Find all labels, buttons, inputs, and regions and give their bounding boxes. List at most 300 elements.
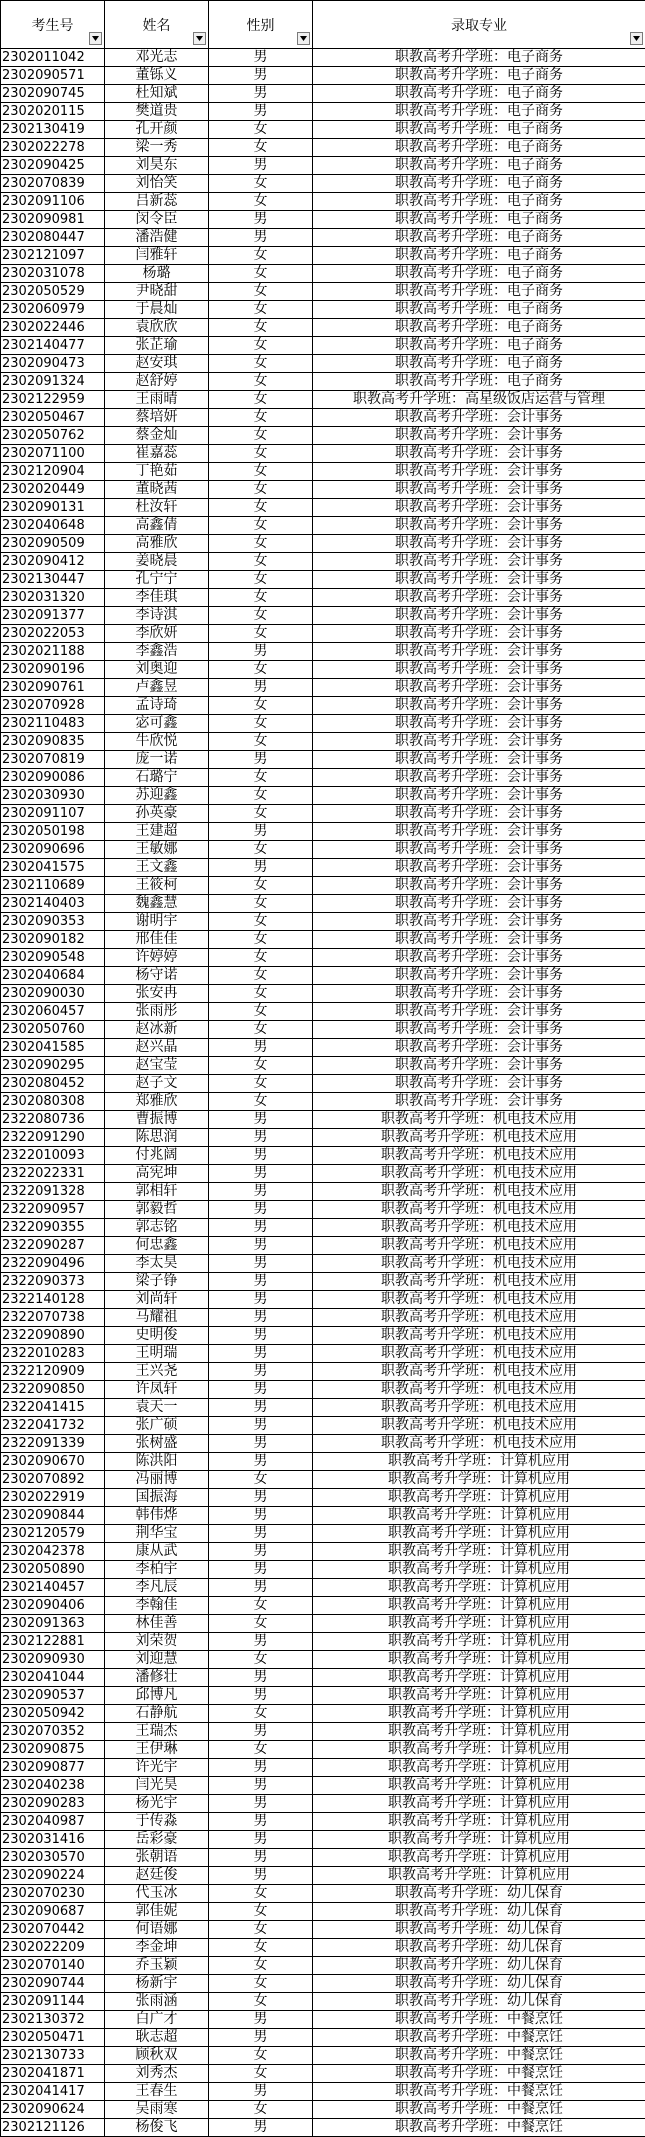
cell-gender[interactable]: 女 [209, 2047, 313, 2065]
cell-name[interactable]: 杨守诺 [105, 967, 209, 985]
cell-gender[interactable]: 女 [209, 373, 313, 391]
cell-candidate-id[interactable]: 2302020449 [1, 481, 105, 499]
cell-major[interactable]: 职教高考升学班：幼儿保育 [313, 1939, 645, 1957]
cell-major[interactable]: 职教高考升学班：机电技术应用 [313, 1291, 645, 1309]
cell-major[interactable]: 职教高考升学班：会计事务 [313, 517, 645, 535]
cell-gender[interactable]: 女 [209, 175, 313, 193]
cell-major[interactable]: 职教高考升学班：会计事务 [313, 481, 645, 499]
cell-name[interactable]: 郑雅欣 [105, 1093, 209, 1111]
cell-candidate-id[interactable]: 2302130447 [1, 571, 105, 589]
cell-name[interactable]: 赵冰新 [105, 1021, 209, 1039]
cell-name[interactable]: 孙英豪 [105, 805, 209, 823]
cell-name[interactable]: 刘迎慧 [105, 1651, 209, 1669]
cell-gender[interactable]: 女 [209, 391, 313, 409]
cell-candidate-id[interactable]: 2302041585 [1, 1039, 105, 1057]
cell-major[interactable]: 职教高考升学班：会计事务 [313, 1075, 645, 1093]
cell-name[interactable]: 陈思润 [105, 1129, 209, 1147]
cell-candidate-id[interactable]: 2302090425 [1, 157, 105, 175]
cell-name[interactable]: 孔开颜 [105, 121, 209, 139]
cell-candidate-id[interactable]: 2302140457 [1, 1579, 105, 1597]
cell-major[interactable]: 职教高考升学班：计算机应用 [313, 1579, 645, 1597]
cell-gender[interactable]: 女 [209, 715, 313, 733]
cell-name[interactable]: 刘奥迎 [105, 661, 209, 679]
cell-candidate-id[interactable]: 2302050760 [1, 1021, 105, 1039]
cell-name[interactable]: 刘荣贺 [105, 1633, 209, 1651]
cell-name[interactable]: 董晓茜 [105, 481, 209, 499]
cell-gender[interactable]: 女 [209, 1021, 313, 1039]
cell-name[interactable]: 王雨晴 [105, 391, 209, 409]
cell-major[interactable]: 职教高考升学班：会计事务 [313, 823, 645, 841]
cell-name[interactable]: 丁艳茹 [105, 463, 209, 481]
cell-major[interactable]: 职教高考升学班：计算机应用 [313, 1777, 645, 1795]
cell-gender[interactable]: 女 [209, 535, 313, 553]
cell-major[interactable]: 职教高考升学班：中餐烹饪 [313, 2029, 645, 2047]
cell-major[interactable]: 职教高考升学班：会计事务 [313, 553, 645, 571]
cell-major[interactable]: 职教高考升学班：会计事务 [313, 949, 645, 967]
cell-candidate-id[interactable]: 2302040648 [1, 517, 105, 535]
cell-major[interactable]: 职教高考升学班：会计事务 [313, 895, 645, 913]
cell-name[interactable]: 石璐宁 [105, 769, 209, 787]
cell-gender[interactable]: 男 [209, 1435, 313, 1453]
cell-major[interactable]: 职教高考升学班：会计事务 [313, 679, 645, 697]
cell-candidate-id[interactable]: 2322022331 [1, 1165, 105, 1183]
cell-major[interactable]: 职教高考升学班：会计事务 [313, 409, 645, 427]
filter-dropdown-button[interactable] [630, 32, 643, 45]
cell-gender[interactable]: 男 [209, 1777, 313, 1795]
cell-candidate-id[interactable]: 2302040684 [1, 967, 105, 985]
cell-candidate-id[interactable]: 2322070738 [1, 1309, 105, 1327]
cell-name[interactable]: 崔嘉蕊 [105, 445, 209, 463]
cell-candidate-id[interactable]: 2302122959 [1, 391, 105, 409]
cell-gender[interactable]: 男 [209, 751, 313, 769]
cell-candidate-id[interactable]: 2302090283 [1, 1795, 105, 1813]
cell-major[interactable]: 职教高考升学班：会计事务 [313, 751, 645, 769]
cell-name[interactable]: 王筱柯 [105, 877, 209, 895]
cell-candidate-id[interactable]: 2302091107 [1, 805, 105, 823]
cell-name[interactable]: 陈洪阳 [105, 1453, 209, 1471]
cell-major[interactable]: 职教高考升学班：会计事务 [313, 463, 645, 481]
cell-major[interactable]: 职教高考升学班：电子商务 [313, 373, 645, 391]
cell-gender[interactable]: 男 [209, 1849, 313, 1867]
cell-name[interactable]: 王敏娜 [105, 841, 209, 859]
cell-candidate-id[interactable]: 2302070819 [1, 751, 105, 769]
cell-candidate-id[interactable]: 2302122881 [1, 1633, 105, 1651]
cell-name[interactable]: 冯丽博 [105, 1471, 209, 1489]
cell-candidate-id[interactable]: 2302091363 [1, 1615, 105, 1633]
cell-major[interactable]: 职教高考升学班：会计事务 [313, 1093, 645, 1111]
cell-name[interactable]: 郭佳妮 [105, 1903, 209, 1921]
cell-name[interactable]: 杜知斌 [105, 85, 209, 103]
cell-gender[interactable]: 女 [209, 499, 313, 517]
cell-candidate-id[interactable]: 2302071100 [1, 445, 105, 463]
cell-gender[interactable]: 女 [209, 319, 313, 337]
cell-major[interactable]: 职教高考升学班：中餐烹饪 [313, 2011, 645, 2029]
cell-name[interactable]: 顾秋双 [105, 2047, 209, 2065]
cell-candidate-id[interactable]: 2302091377 [1, 607, 105, 625]
cell-major[interactable]: 职教高考升学班：会计事务 [313, 445, 645, 463]
cell-gender[interactable]: 男 [209, 1525, 313, 1543]
cell-candidate-id[interactable]: 2322090890 [1, 1327, 105, 1345]
filter-dropdown-button[interactable] [89, 32, 102, 45]
cell-gender[interactable]: 男 [209, 1453, 313, 1471]
cell-candidate-id[interactable]: 2322091328 [1, 1183, 105, 1201]
cell-gender[interactable]: 女 [209, 805, 313, 823]
cell-gender[interactable]: 女 [209, 1921, 313, 1939]
cell-candidate-id[interactable]: 2302041417 [1, 2083, 105, 2101]
cell-gender[interactable]: 女 [209, 625, 313, 643]
cell-candidate-id[interactable]: 2302090624 [1, 2101, 105, 2119]
cell-gender[interactable]: 女 [209, 877, 313, 895]
cell-major[interactable]: 职教高考升学班：会计事务 [313, 877, 645, 895]
cell-candidate-id[interactable]: 2302090761 [1, 679, 105, 697]
cell-major[interactable]: 职教高考升学班：会计事务 [313, 499, 645, 517]
cell-major[interactable]: 职教高考升学班：电子商务 [313, 49, 645, 67]
cell-candidate-id[interactable]: 2302050467 [1, 409, 105, 427]
cell-candidate-id[interactable]: 2322091339 [1, 1435, 105, 1453]
cell-major[interactable]: 职教高考升学班：计算机应用 [313, 1795, 645, 1813]
filter-dropdown-button[interactable] [297, 32, 310, 45]
cell-major[interactable]: 职教高考升学班：计算机应用 [313, 1831, 645, 1849]
cell-gender[interactable]: 男 [209, 1255, 313, 1273]
cell-name[interactable]: 王明瑞 [105, 1345, 209, 1363]
cell-gender[interactable]: 男 [209, 1273, 313, 1291]
cell-candidate-id[interactable]: 2302121097 [1, 247, 105, 265]
cell-major[interactable]: 职教高考升学班：会计事务 [313, 535, 645, 553]
cell-major[interactable]: 职教高考升学班：会计事务 [313, 859, 645, 877]
cell-gender[interactable]: 男 [209, 1039, 313, 1057]
cell-major[interactable]: 职教高考升学班：机电技术应用 [313, 1417, 645, 1435]
cell-major[interactable]: 职教高考升学班：计算机应用 [313, 1525, 645, 1543]
cell-name[interactable]: 王兴尧 [105, 1363, 209, 1381]
cell-gender[interactable]: 女 [209, 769, 313, 787]
cell-name[interactable]: 赵宝莹 [105, 1057, 209, 1075]
cell-candidate-id[interactable]: 2302022209 [1, 1939, 105, 1957]
cell-name[interactable]: 邢佳佳 [105, 931, 209, 949]
cell-gender[interactable]: 女 [209, 301, 313, 319]
cell-name[interactable]: 梁子铮 [105, 1273, 209, 1291]
cell-major[interactable]: 职教高考升学班：电子商务 [313, 211, 645, 229]
cell-major[interactable]: 职教高考升学班：会计事务 [313, 661, 645, 679]
cell-candidate-id[interactable]: 2302050942 [1, 1705, 105, 1723]
cell-candidate-id[interactable]: 2302031320 [1, 589, 105, 607]
cell-name[interactable]: 史明俊 [105, 1327, 209, 1345]
cell-name[interactable]: 康从武 [105, 1543, 209, 1561]
cell-major[interactable]: 职教高考升学班：计算机应用 [313, 1489, 645, 1507]
cell-candidate-id[interactable]: 2302090295 [1, 1057, 105, 1075]
cell-name[interactable]: 李柏宇 [105, 1561, 209, 1579]
cell-candidate-id[interactable]: 2302030570 [1, 1849, 105, 1867]
cell-candidate-id[interactable]: 2302090196 [1, 661, 105, 679]
cell-gender[interactable]: 女 [209, 697, 313, 715]
cell-candidate-id[interactable]: 2302022278 [1, 139, 105, 157]
cell-name[interactable]: 蔡培妍 [105, 409, 209, 427]
cell-gender[interactable]: 女 [209, 787, 313, 805]
cell-gender[interactable]: 男 [209, 2011, 313, 2029]
cell-major[interactable]: 职教高考升学班：会计事务 [313, 625, 645, 643]
cell-gender[interactable]: 男 [209, 1723, 313, 1741]
cell-name[interactable]: 袁欣欣 [105, 319, 209, 337]
cell-name[interactable]: 杨俊飞 [105, 2119, 209, 2137]
cell-name[interactable]: 赵子文 [105, 1075, 209, 1093]
cell-gender[interactable]: 女 [209, 985, 313, 1003]
cell-gender[interactable]: 女 [209, 265, 313, 283]
cell-candidate-id[interactable]: 2302090030 [1, 985, 105, 1003]
cell-name[interactable]: 邱博凡 [105, 1687, 209, 1705]
cell-gender[interactable]: 男 [209, 1561, 313, 1579]
cell-gender[interactable]: 女 [209, 283, 313, 301]
cell-name[interactable]: 杨新宇 [105, 1975, 209, 1993]
cell-candidate-id[interactable]: 2302020115 [1, 103, 105, 121]
cell-gender[interactable]: 男 [209, 1687, 313, 1705]
cell-major[interactable]: 职教高考升学班：电子商务 [313, 85, 645, 103]
cell-name[interactable]: 郭志铭 [105, 1219, 209, 1237]
cell-major[interactable]: 职教高考升学班：幼儿保育 [313, 1885, 645, 1903]
cell-major[interactable]: 职教高考升学班：计算机应用 [313, 1561, 645, 1579]
cell-gender[interactable]: 男 [209, 859, 313, 877]
cell-candidate-id[interactable]: 2322041415 [1, 1399, 105, 1417]
cell-gender[interactable]: 男 [209, 2083, 313, 2101]
cell-gender[interactable]: 男 [209, 1579, 313, 1597]
cell-candidate-id[interactable]: 2322080736 [1, 1111, 105, 1129]
cell-major[interactable]: 职教高考升学班：幼儿保育 [313, 1903, 645, 1921]
cell-candidate-id[interactable]: 2302090548 [1, 949, 105, 967]
cell-name[interactable]: 代玉冰 [105, 1885, 209, 1903]
cell-major[interactable]: 职教高考升学班：会计事务 [313, 787, 645, 805]
cell-gender[interactable]: 男 [209, 1345, 313, 1363]
cell-candidate-id[interactable]: 2302130733 [1, 2047, 105, 2065]
cell-name[interactable]: 林佳善 [105, 1615, 209, 1633]
cell-major[interactable]: 职教高考升学班：会计事务 [313, 1057, 645, 1075]
cell-candidate-id[interactable]: 2302040238 [1, 1777, 105, 1795]
cell-name[interactable]: 许婷婷 [105, 949, 209, 967]
cell-candidate-id[interactable]: 2302022919 [1, 1489, 105, 1507]
cell-name[interactable]: 赵廷俊 [105, 1867, 209, 1885]
cell-candidate-id[interactable]: 2322090287 [1, 1237, 105, 1255]
cell-gender[interactable]: 女 [209, 1615, 313, 1633]
cell-major[interactable]: 职教高考升学班：计算机应用 [313, 1813, 645, 1831]
cell-gender[interactable]: 女 [209, 1957, 313, 1975]
cell-name[interactable]: 李欣妍 [105, 625, 209, 643]
cell-name[interactable]: 梁一秀 [105, 139, 209, 157]
cell-major[interactable]: 职教高考升学班：电子商务 [313, 67, 645, 85]
cell-gender[interactable]: 男 [209, 157, 313, 175]
cell-name[interactable]: 付兆阔 [105, 1147, 209, 1165]
cell-major[interactable]: 职教高考升学班：电子商务 [313, 157, 645, 175]
cell-gender[interactable]: 男 [209, 1201, 313, 1219]
cell-name[interactable]: 潘修壮 [105, 1669, 209, 1687]
cell-candidate-id[interactable]: 2302090835 [1, 733, 105, 751]
cell-gender[interactable]: 男 [209, 211, 313, 229]
cell-candidate-id[interactable]: 2302031078 [1, 265, 105, 283]
cell-major[interactable]: 职教高考升学班：电子商务 [313, 301, 645, 319]
cell-gender[interactable]: 女 [209, 463, 313, 481]
cell-gender[interactable]: 女 [209, 949, 313, 967]
cell-gender[interactable]: 男 [209, 1813, 313, 1831]
cell-major[interactable]: 职教高考升学班：电子商务 [313, 193, 645, 211]
cell-major[interactable]: 职教高考升学班：会计事务 [313, 733, 645, 751]
cell-gender[interactable]: 男 [209, 1831, 313, 1849]
cell-candidate-id[interactable]: 2302121126 [1, 2119, 105, 2137]
cell-candidate-id[interactable]: 2302091324 [1, 373, 105, 391]
cell-candidate-id[interactable]: 2302090875 [1, 1741, 105, 1759]
cell-name[interactable]: 李佳琪 [105, 589, 209, 607]
cell-candidate-id[interactable]: 2302050762 [1, 427, 105, 445]
cell-candidate-id[interactable]: 2322120909 [1, 1363, 105, 1381]
cell-gender[interactable]: 男 [209, 1759, 313, 1777]
cell-gender[interactable]: 女 [209, 121, 313, 139]
cell-major[interactable]: 职教高考升学班：会计事务 [313, 805, 645, 823]
cell-major[interactable]: 职教高考升学班：会计事务 [313, 571, 645, 589]
cell-name[interactable]: 樊道贵 [105, 103, 209, 121]
cell-candidate-id[interactable]: 2302090981 [1, 211, 105, 229]
cell-major[interactable]: 职教高考升学班：中餐烹饪 [313, 2065, 645, 2083]
cell-gender[interactable]: 女 [209, 1075, 313, 1093]
cell-major[interactable]: 职教高考升学班：计算机应用 [313, 1543, 645, 1561]
cell-name[interactable]: 石静航 [105, 1705, 209, 1723]
cell-name[interactable]: 张安冉 [105, 985, 209, 1003]
cell-major[interactable]: 职教高考升学班：机电技术应用 [313, 1165, 645, 1183]
cell-candidate-id[interactable]: 2302090224 [1, 1867, 105, 1885]
cell-name[interactable]: 谢明宇 [105, 913, 209, 931]
cell-gender[interactable]: 女 [209, 913, 313, 931]
cell-candidate-id[interactable]: 2302021188 [1, 643, 105, 661]
cell-major[interactable]: 职教高考升学班：机电技术应用 [313, 1255, 645, 1273]
cell-name[interactable]: 张树盛 [105, 1435, 209, 1453]
cell-candidate-id[interactable]: 2302070352 [1, 1723, 105, 1741]
cell-name[interactable]: 魏鑫慧 [105, 895, 209, 913]
cell-candidate-id[interactable]: 2302031416 [1, 1831, 105, 1849]
cell-name[interactable]: 李诗淇 [105, 607, 209, 625]
cell-name[interactable]: 吴雨寒 [105, 2101, 209, 2119]
cell-gender[interactable]: 男 [209, 1309, 313, 1327]
cell-major[interactable]: 职教高考升学班：计算机应用 [313, 1687, 645, 1705]
cell-major[interactable]: 职教高考升学班：计算机应用 [313, 1759, 645, 1777]
cell-name[interactable]: 吕新蕊 [105, 193, 209, 211]
cell-gender[interactable]: 男 [209, 1507, 313, 1525]
cell-gender[interactable]: 男 [209, 49, 313, 67]
cell-candidate-id[interactable]: 2322090496 [1, 1255, 105, 1273]
cell-major[interactable]: 职教高考升学班：计算机应用 [313, 1633, 645, 1651]
cell-gender[interactable]: 男 [209, 1327, 313, 1345]
cell-name[interactable]: 于传淼 [105, 1813, 209, 1831]
cell-candidate-id[interactable]: 2302090696 [1, 841, 105, 859]
cell-name[interactable]: 闫雅轩 [105, 247, 209, 265]
cell-gender[interactable]: 男 [209, 1543, 313, 1561]
cell-candidate-id[interactable]: 2302060457 [1, 1003, 105, 1021]
cell-major[interactable]: 职教高考升学班：会计事务 [313, 427, 645, 445]
cell-gender[interactable]: 男 [209, 1111, 313, 1129]
cell-candidate-id[interactable]: 2322090355 [1, 1219, 105, 1237]
filter-dropdown-button[interactable] [193, 32, 206, 45]
cell-gender[interactable]: 女 [209, 337, 313, 355]
cell-major[interactable]: 职教高考升学班：计算机应用 [313, 1471, 645, 1489]
cell-candidate-id[interactable]: 2302090353 [1, 913, 105, 931]
cell-candidate-id[interactable]: 2302090670 [1, 1453, 105, 1471]
cell-candidate-id[interactable]: 2302090412 [1, 553, 105, 571]
cell-gender[interactable]: 女 [209, 1471, 313, 1489]
cell-name[interactable]: 刘昊东 [105, 157, 209, 175]
cell-name[interactable]: 李太昊 [105, 1255, 209, 1273]
cell-major[interactable]: 职教高考升学班：会计事务 [313, 967, 645, 985]
cell-candidate-id[interactable]: 2302050198 [1, 823, 105, 841]
cell-candidate-id[interactable]: 2302110689 [1, 877, 105, 895]
cell-candidate-id[interactable]: 2302041044 [1, 1669, 105, 1687]
cell-major[interactable]: 职教高考升学班：中餐烹饪 [313, 2083, 645, 2101]
cell-candidate-id[interactable]: 2302041575 [1, 859, 105, 877]
cell-name[interactable]: 蔡金灿 [105, 427, 209, 445]
cell-name[interactable]: 刘怡笑 [105, 175, 209, 193]
cell-name[interactable]: 杜汝轩 [105, 499, 209, 517]
cell-major[interactable]: 职教高考升学班：机电技术应用 [313, 1363, 645, 1381]
cell-candidate-id[interactable]: 2302090877 [1, 1759, 105, 1777]
cell-major[interactable]: 职教高考升学班：计算机应用 [313, 1597, 645, 1615]
cell-gender[interactable]: 男 [209, 67, 313, 85]
cell-gender[interactable]: 男 [209, 1633, 313, 1651]
cell-gender[interactable]: 女 [209, 1885, 313, 1903]
cell-candidate-id[interactable]: 2302080447 [1, 229, 105, 247]
cell-major[interactable]: 职教高考升学班：机电技术应用 [313, 1111, 645, 1129]
cell-candidate-id[interactable]: 2302050471 [1, 2029, 105, 2047]
cell-major[interactable]: 职教高考升学班：会计事务 [313, 589, 645, 607]
cell-candidate-id[interactable]: 2302042378 [1, 1543, 105, 1561]
cell-name[interactable]: 闫光昊 [105, 1777, 209, 1795]
cell-candidate-id[interactable]: 2302091144 [1, 1993, 105, 2011]
cell-candidate-id[interactable]: 2302090509 [1, 535, 105, 553]
cell-candidate-id[interactable]: 2302070839 [1, 175, 105, 193]
cell-gender[interactable]: 女 [209, 193, 313, 211]
cell-name[interactable]: 孔宁宁 [105, 571, 209, 589]
cell-candidate-id[interactable]: 2302090406 [1, 1597, 105, 1615]
cell-name[interactable]: 张雨彤 [105, 1003, 209, 1021]
cell-gender[interactable]: 女 [209, 2101, 313, 2119]
cell-gender[interactable]: 男 [209, 229, 313, 247]
cell-name[interactable]: 乔玉颖 [105, 1957, 209, 1975]
cell-major[interactable]: 职教高考升学班：高星级饭店运营与管理 [313, 391, 645, 409]
cell-major[interactable]: 职教高考升学班：机电技术应用 [313, 1219, 645, 1237]
cell-gender[interactable]: 男 [209, 823, 313, 841]
cell-gender[interactable]: 男 [209, 1129, 313, 1147]
cell-gender[interactable]: 男 [209, 1417, 313, 1435]
cell-name[interactable]: 孟诗琦 [105, 697, 209, 715]
cell-gender[interactable]: 女 [209, 1597, 313, 1615]
cell-name[interactable]: 高宪坤 [105, 1165, 209, 1183]
cell-major[interactable]: 职教高考升学班：计算机应用 [313, 1453, 645, 1471]
cell-major[interactable]: 职教高考升学班：电子商务 [313, 337, 645, 355]
cell-candidate-id[interactable]: 2302022446 [1, 319, 105, 337]
cell-gender[interactable]: 女 [209, 589, 313, 607]
cell-gender[interactable]: 男 [209, 2119, 313, 2137]
cell-major[interactable]: 职教高考升学班：机电技术应用 [313, 1435, 645, 1453]
cell-gender[interactable]: 女 [209, 1993, 313, 2011]
cell-name[interactable]: 国振海 [105, 1489, 209, 1507]
cell-name[interactable]: 庞一诺 [105, 751, 209, 769]
cell-name[interactable]: 杨光宇 [105, 1795, 209, 1813]
cell-name[interactable]: 许光宇 [105, 1759, 209, 1777]
cell-name[interactable]: 张广硕 [105, 1417, 209, 1435]
cell-candidate-id[interactable]: 2322041732 [1, 1417, 105, 1435]
cell-major[interactable]: 职教高考升学班：计算机应用 [313, 1615, 645, 1633]
cell-major[interactable]: 职教高考升学班：电子商务 [313, 175, 645, 193]
cell-candidate-id[interactable]: 2302080452 [1, 1075, 105, 1093]
cell-candidate-id[interactable]: 2302090473 [1, 355, 105, 373]
cell-gender[interactable]: 男 [209, 1867, 313, 1885]
cell-gender[interactable]: 男 [209, 1165, 313, 1183]
cell-gender[interactable]: 男 [209, 1219, 313, 1237]
cell-name[interactable]: 何忠鑫 [105, 1237, 209, 1255]
cell-candidate-id[interactable]: 2302030930 [1, 787, 105, 805]
cell-gender[interactable]: 女 [209, 2065, 313, 2083]
cell-name[interactable]: 邓光志 [105, 49, 209, 67]
